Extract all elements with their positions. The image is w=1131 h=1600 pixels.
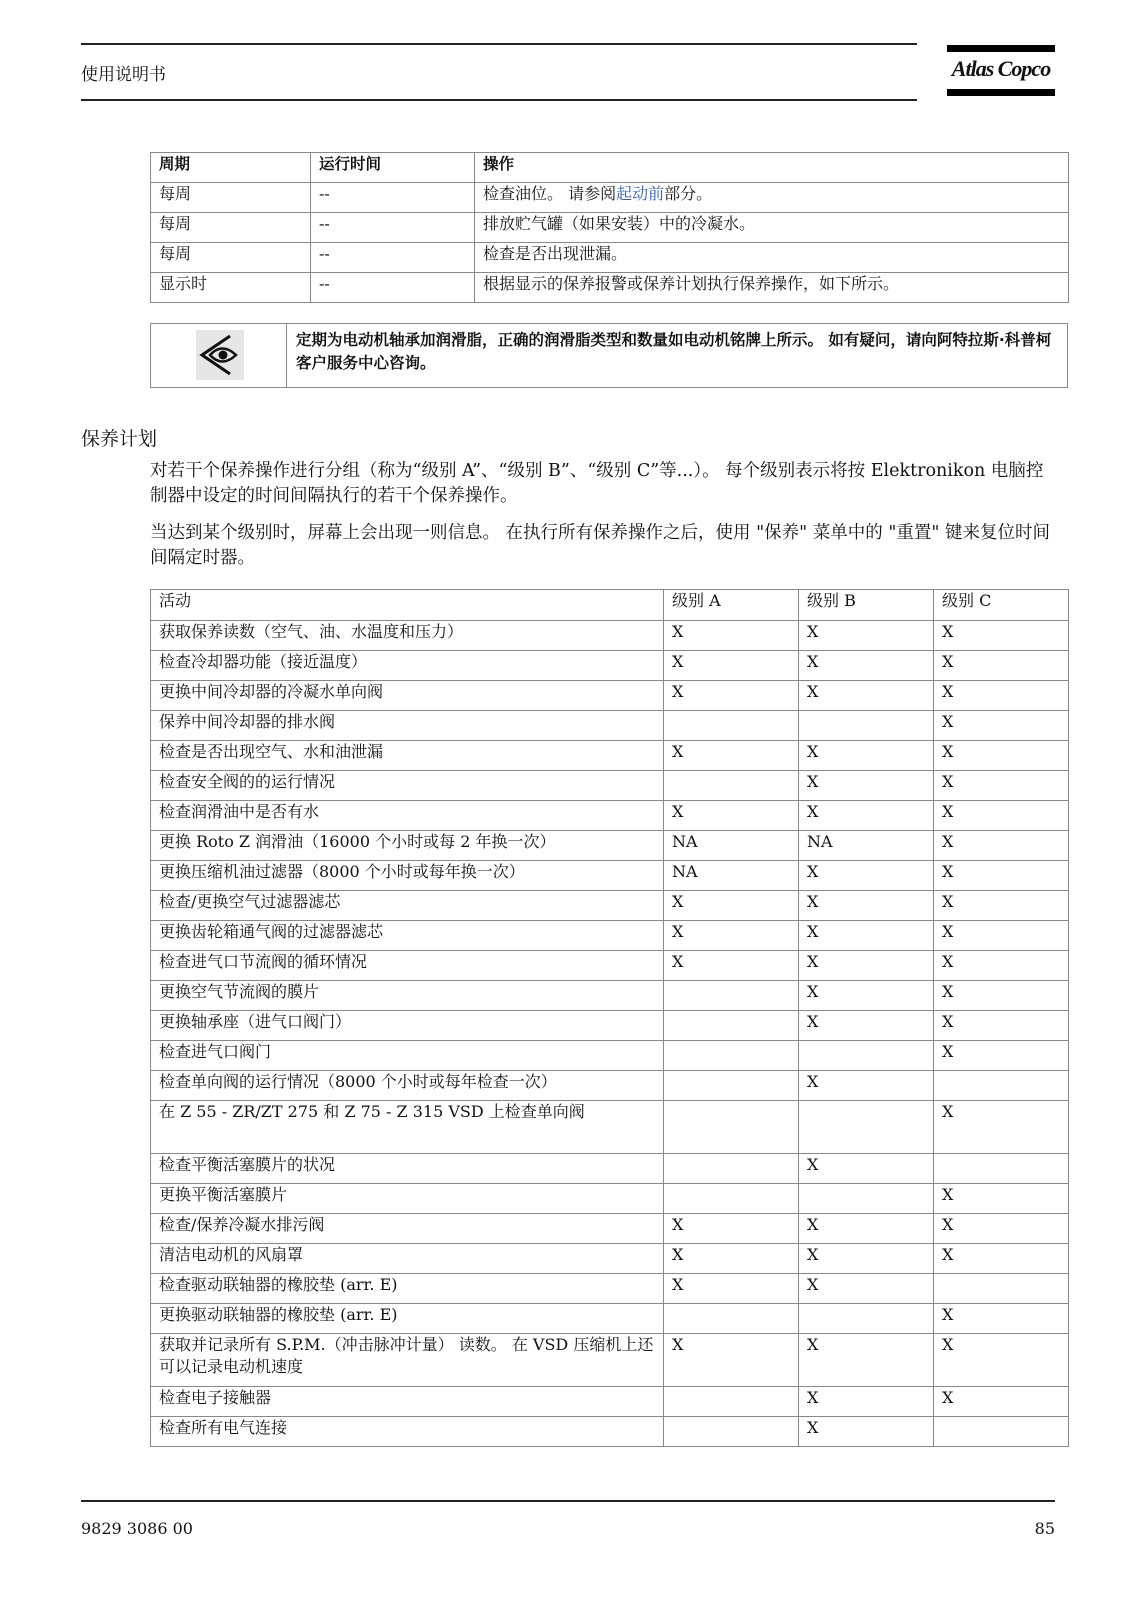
level-a-cell: [664, 771, 799, 801]
level-b-cell: X: [799, 1011, 934, 1041]
level-c-cell: X: [934, 741, 1069, 771]
level-a-cell: X: [664, 651, 799, 681]
activity-cell: 获取保养读数（空气、油、水温度和压力）: [151, 621, 664, 651]
level-c-cell: X: [934, 1304, 1069, 1334]
paragraph-reset: 当达到某个级别时，屏幕上会出现一则信息。 在执行所有保养操作之后，使用 "保养" 菜单中的 "重置" 键来复位时间间隔定时器。: [150, 523, 1051, 568]
action-cell: [475, 183, 1069, 213]
level-b-cell: X: [799, 981, 934, 1011]
table-row: [151, 1334, 1069, 1387]
table-row: [151, 183, 1069, 213]
logo-text: Atlas Copco: [951, 56, 1051, 81]
level-c-cell: [934, 1071, 1069, 1101]
table-row: [151, 681, 1069, 711]
table-row: [151, 801, 1069, 831]
table-row: [151, 1417, 1069, 1447]
level-a-cell: [664, 1417, 799, 1447]
level-a-cell: X: [664, 1274, 799, 1304]
level-b-cell: [799, 1304, 934, 1334]
table-row: [151, 771, 1069, 801]
activity-cell: 更换平衡活塞膜片: [151, 1184, 664, 1214]
table-row: [151, 651, 1069, 681]
level-a-cell: X: [664, 681, 799, 711]
table-row: [151, 1154, 1069, 1184]
level-b-cell: X: [799, 1154, 934, 1184]
period-cell: 显示时: [151, 273, 311, 303]
level-b-cell: X: [799, 651, 934, 681]
level-c-cell: X: [934, 771, 1069, 801]
level-b-cell: X: [799, 681, 934, 711]
action-cell: [475, 213, 1069, 243]
column-header-period: 周期: [151, 153, 311, 183]
level-c-cell: X: [934, 921, 1069, 951]
column-header-level-b: 级别 B: [799, 590, 934, 621]
activity-cell: 获取并记录所有 S.P.M.（冲击脉冲计量） 读数。 在 VSD 压缩机上还可以记录电动机速度: [151, 1334, 664, 1387]
runtime-cell: --: [311, 213, 475, 243]
activity-cell: 检查进气口阀门: [151, 1041, 664, 1071]
activity-cell: 更换齿轮箱通气阀的过滤器滤芯: [151, 921, 664, 951]
level-c-cell: X: [934, 1387, 1069, 1417]
level-a-cell: X: [664, 741, 799, 771]
activity-cell: 检查润滑油中是否有水: [151, 801, 664, 831]
level-c-cell: X: [934, 1214, 1069, 1244]
level-a-cell: X: [664, 891, 799, 921]
level-a-cell: [664, 981, 799, 1011]
level-c-cell: X: [934, 1184, 1069, 1214]
action-text-suffix: 部分。: [664, 184, 713, 203]
level-a-cell: X: [664, 1334, 799, 1387]
level-b-cell: [799, 1041, 934, 1071]
activity-cell: 检查进气口节流阀的循环情况: [151, 951, 664, 981]
table-row: [151, 1214, 1069, 1244]
runtime-cell: --: [311, 243, 475, 273]
level-a-cell: [664, 1071, 799, 1101]
level-c-cell: X: [934, 801, 1069, 831]
table-row: [151, 711, 1069, 741]
table-header-row: [151, 590, 1069, 621]
activity-cell: 检查/保养冷凝水排污阀: [151, 1214, 664, 1244]
footer-rule: [81, 1500, 1055, 1502]
level-a-cell: NA: [664, 831, 799, 861]
level-c-cell: X: [934, 981, 1069, 1011]
level-a-cell: X: [664, 1214, 799, 1244]
operations-table: [150, 152, 1069, 303]
level-b-cell: X: [799, 621, 934, 651]
level-b-cell: X: [799, 1387, 934, 1417]
level-b-cell: X: [799, 1214, 934, 1244]
level-b-cell: [799, 711, 934, 741]
table-row: [151, 1071, 1069, 1101]
activity-cell: 更换驱动联轴器的橡胶垫 (arr. E): [151, 1304, 664, 1334]
activity-cell: 检查/更换空气过滤器滤芯: [151, 891, 664, 921]
activity-cell: 检查安全阀的的运行情况: [151, 771, 664, 801]
table-row: [151, 1274, 1069, 1304]
level-b-cell: [799, 1101, 934, 1154]
level-c-cell: X: [934, 711, 1069, 741]
activity-cell: 检查单向阀的运行情况（8000 个小时或每年检查一次）: [151, 1071, 664, 1101]
level-c-cell: X: [934, 1011, 1069, 1041]
table-row: [151, 621, 1069, 651]
startup-section-link[interactable]: 起动前: [616, 184, 665, 203]
level-c-cell: [934, 1417, 1069, 1447]
level-a-cell: X: [664, 921, 799, 951]
action-text: 检查油位。 请参阅: [483, 184, 617, 203]
level-c-cell: X: [934, 651, 1069, 681]
level-a-cell: X: [664, 1244, 799, 1274]
table-row: [151, 1387, 1069, 1417]
table-row: [151, 273, 1069, 303]
runtime-cell: --: [311, 273, 475, 303]
activity-cell: 检查电子接触器: [151, 1387, 664, 1417]
level-a-cell: NA: [664, 861, 799, 891]
table-row: [151, 1184, 1069, 1214]
level-a-cell: [664, 1041, 799, 1071]
level-a-cell: [664, 711, 799, 741]
activity-cell: 在 Z 55 - ZR/ZT 275 和 Z 75 - Z 315 VSD 上检查单向阀: [151, 1101, 664, 1154]
table-row: [151, 1244, 1069, 1274]
document-title: 使用说明书: [81, 65, 166, 85]
level-a-cell: [664, 1387, 799, 1417]
level-b-cell: X: [799, 741, 934, 771]
level-b-cell: X: [799, 891, 934, 921]
table-row: [151, 951, 1069, 981]
level-a-cell: [664, 1184, 799, 1214]
table-row: [151, 921, 1069, 951]
level-a-cell: [664, 1304, 799, 1334]
level-c-cell: X: [934, 861, 1069, 891]
activity-cell: 更换 Roto Z 润滑油（16000 个小时或每 2 年换一次）: [151, 831, 664, 861]
level-c-cell: X: [934, 1101, 1069, 1154]
period-cell: 每周: [151, 243, 311, 273]
paragraph-levels: 对若干个保养操作进行分组（称为“级别 A”、“级别 B”、“级别 C”等...）。 每个级别表示将按 Elektronikon 电脑控制器中设定的时间间隔执行的若干个保养操作。: [150, 461, 1044, 506]
activity-cell: 更换压缩机油过滤器（8000 个小时或每年换一次）: [151, 861, 664, 891]
level-a-cell: X: [664, 621, 799, 651]
eye-caution-icon: [196, 330, 244, 380]
header-rule-bottom: [81, 99, 917, 101]
level-b-cell: X: [799, 1244, 934, 1274]
period-cell: 每周: [151, 183, 311, 213]
activity-cell: 保养中间冷却器的排水阀: [151, 711, 664, 741]
note-icon-cell: [151, 324, 287, 387]
document-number: 9829 3086 00: [81, 1519, 193, 1538]
activity-cell: 检查是否出现空气、水和油泄漏: [151, 741, 664, 771]
level-b-cell: NA: [799, 831, 934, 861]
period-cell: 每周: [151, 213, 311, 243]
table-row: [151, 831, 1069, 861]
level-b-cell: X: [799, 1071, 934, 1101]
level-b-cell: X: [799, 801, 934, 831]
level-b-cell: X: [799, 951, 934, 981]
level-b-cell: X: [799, 1334, 934, 1387]
level-b-cell: X: [799, 1417, 934, 1447]
action-cell: [475, 273, 1069, 303]
activity-cell: 检查冷却器功能（接近温度）: [151, 651, 664, 681]
level-a-cell: [664, 1154, 799, 1184]
level-c-cell: X: [934, 621, 1069, 651]
header-rule-top: [81, 43, 917, 45]
table-row: [151, 981, 1069, 1011]
column-header-level-a: 级别 A: [664, 590, 799, 621]
level-a-cell: X: [664, 801, 799, 831]
level-c-cell: X: [934, 891, 1069, 921]
table-row: [151, 1011, 1069, 1041]
level-c-cell: X: [934, 1244, 1069, 1274]
column-header-action: 操作: [475, 153, 1069, 183]
activity-cell: 清洁电动机的风扇罩: [151, 1244, 664, 1274]
table-row: [151, 861, 1069, 891]
level-c-cell: X: [934, 831, 1069, 861]
note-text: 定期为电动机轴承加润滑脂，正确的润滑脂类型和数量如电动机铭牌上所示。 如有疑问，请向阿特拉斯·科普柯客户服务中心咨询。: [296, 331, 1052, 372]
column-header-runtime: 运行时间: [311, 153, 475, 183]
level-a-cell: [664, 1011, 799, 1041]
activity-cell: 更换轴承座（进气口阀门）: [151, 1011, 664, 1041]
activity-cell: 更换中间冷却器的冷凝水单向阀: [151, 681, 664, 711]
table-row: [151, 213, 1069, 243]
table-header-row: [151, 153, 1069, 183]
action-text: 检查是否出现泄漏。: [483, 244, 628, 263]
level-a-cell: X: [664, 951, 799, 981]
column-header-level-c: 级别 C: [934, 590, 1069, 621]
atlas-copco-logo: [947, 45, 1055, 96]
activity-cell: 检查驱动联轴器的橡胶垫 (arr. E): [151, 1274, 664, 1304]
level-b-cell: X: [799, 921, 934, 951]
maintenance-schedule-table: [150, 589, 1069, 1447]
level-b-cell: X: [799, 771, 934, 801]
page-number: 85: [1034, 1519, 1055, 1538]
action-text: 根据显示的保养报警或保养计划执行保养操作，如下所示。: [483, 274, 900, 293]
table-row: [151, 243, 1069, 273]
note-box: [150, 323, 1068, 388]
level-c-cell: [934, 1154, 1069, 1184]
action-cell: [475, 243, 1069, 273]
activity-cell: 检查平衡活塞膜片的状况: [151, 1154, 664, 1184]
level-c-cell: X: [934, 1041, 1069, 1071]
column-header-activity: 活动: [151, 590, 664, 621]
table-row: [151, 741, 1069, 771]
table-row: [151, 1101, 1069, 1154]
level-c-cell: X: [934, 951, 1069, 981]
section-title: 保养计划: [81, 428, 158, 450]
action-text: 排放贮气罐（如果安装）中的冷凝水。: [483, 214, 756, 233]
level-a-cell: [664, 1101, 799, 1154]
table-row: [151, 1041, 1069, 1071]
runtime-cell: --: [311, 183, 475, 213]
level-c-cell: [934, 1274, 1069, 1304]
level-c-cell: X: [934, 681, 1069, 711]
activity-cell: 检查所有电气连接: [151, 1417, 664, 1447]
level-b-cell: X: [799, 861, 934, 891]
table-row: [151, 891, 1069, 921]
level-b-cell: [799, 1184, 934, 1214]
level-c-cell: X: [934, 1334, 1069, 1387]
level-b-cell: X: [799, 1274, 934, 1304]
activity-cell: 更换空气节流阀的膜片: [151, 981, 664, 1011]
table-row: [151, 1304, 1069, 1334]
